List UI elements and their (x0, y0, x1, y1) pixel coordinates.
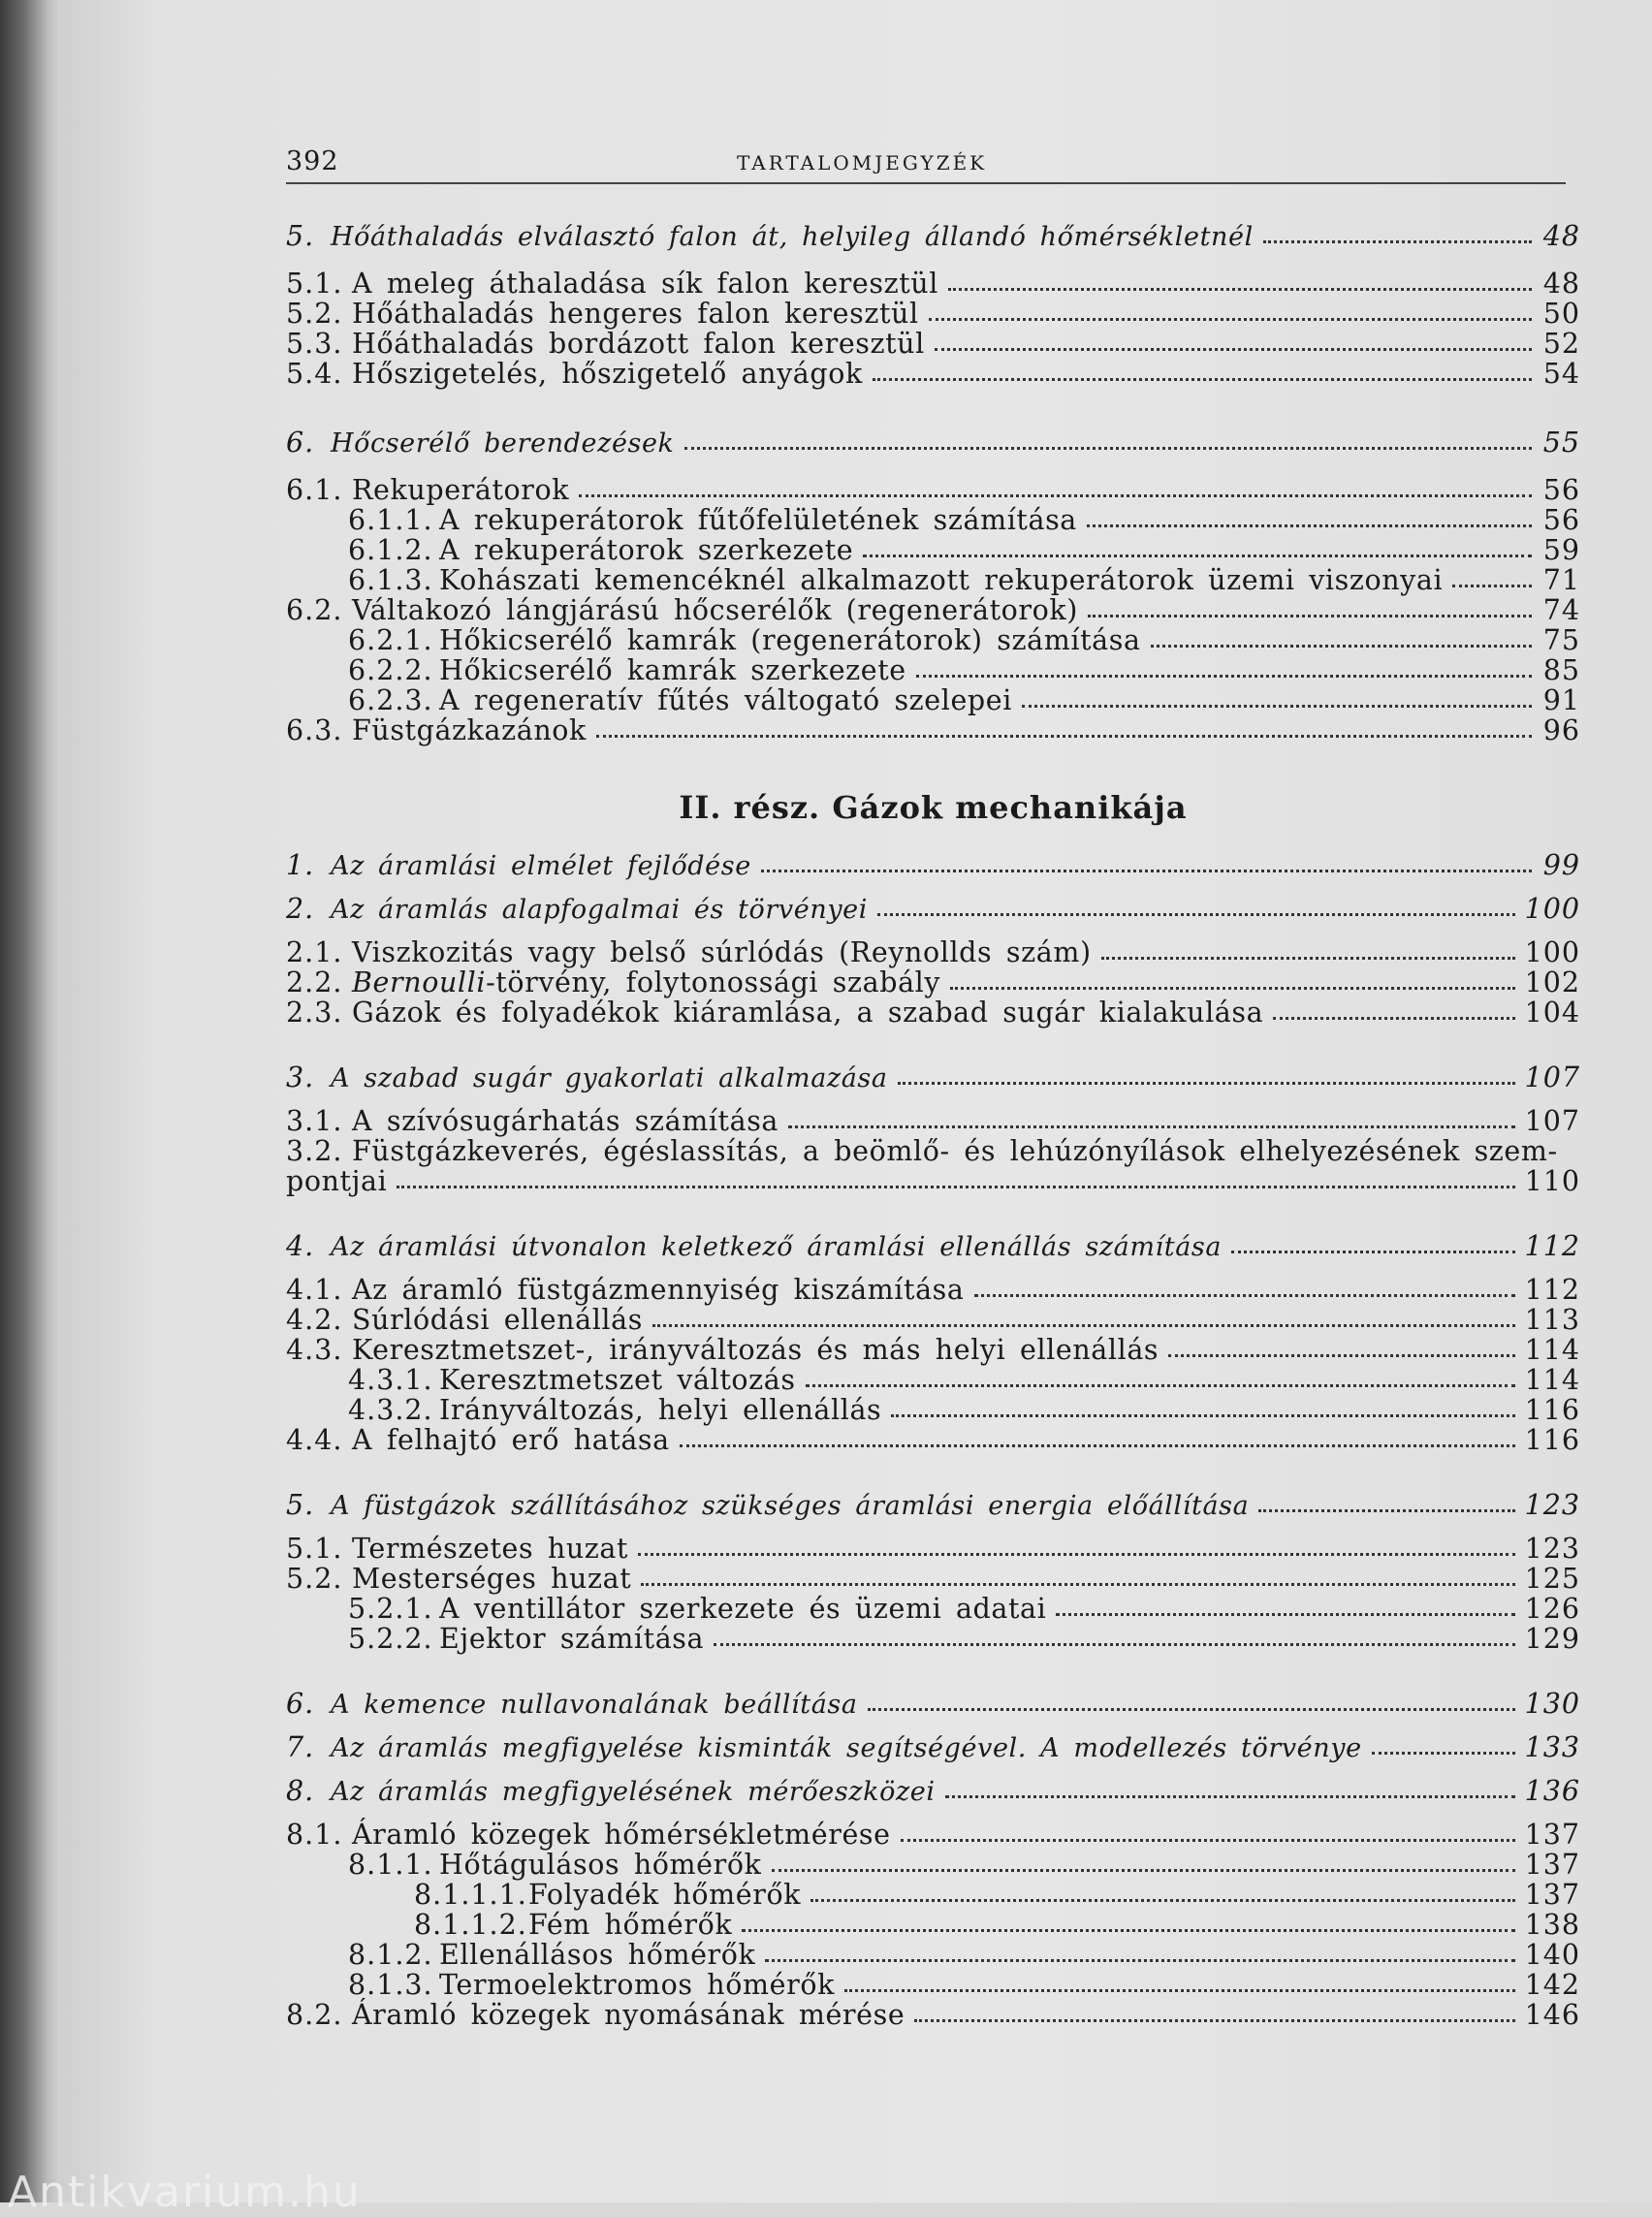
entry-number: 5.4. (286, 358, 343, 390)
entry-page: 55 (1542, 427, 1580, 459)
dot-leader (891, 1407, 1514, 1417)
entry-number: 6.2.3. (348, 684, 433, 716)
toc-entry[interactable] (286, 221, 1580, 251)
toc-entry[interactable] (286, 1425, 1580, 1455)
entry-number: 5. (286, 1489, 315, 1521)
dot-leader (761, 862, 1532, 872)
entry-title-name: Bernoulli (352, 966, 487, 998)
dot-leader (788, 1118, 1515, 1128)
entry-title: Hőkicserélő kamrák szerkezete (439, 654, 906, 686)
entry-number: 4.4. (286, 1424, 343, 1456)
entry-title: Váltakozó lángjárású hőcserélők (regenerátorok) (352, 594, 1078, 626)
running-title: TARTALOMJEGYZÉK (737, 151, 988, 174)
entry-number: 5.1. (286, 268, 343, 300)
toc-entry-continuation[interactable] (286, 1166, 1580, 1196)
entry-title: Természetes huzat (352, 1533, 629, 1565)
entry-page: 126 (1524, 1593, 1580, 1625)
dot-leader (914, 2011, 1514, 2022)
entry-title: Hőtágulásos hőmérők (439, 1849, 762, 1881)
toc-entry[interactable] (286, 1275, 1580, 1305)
dot-leader (1258, 1502, 1514, 1512)
toc-part1-section (286, 221, 1580, 771)
entry-page: 107 (1524, 1061, 1580, 1093)
entry-page: 142 (1524, 1969, 1580, 2001)
dot-leader (948, 280, 1532, 291)
dot-leader (765, 1951, 1514, 1962)
toc-entry[interactable] (286, 1395, 1580, 1425)
entry-title: Ejektor számítása (439, 1623, 705, 1655)
entry-number: 4.3.1. (348, 1364, 433, 1396)
toc-entry[interactable] (286, 475, 1580, 505)
dot-leader (877, 905, 1515, 916)
entry-title: Az áramlási elmélet fejlődése (331, 851, 751, 881)
entry-number: 2.1. (286, 936, 343, 968)
entry-number: 6.2.2. (348, 654, 433, 686)
entry-title: Az áramlás megfigyelésének mérőeszközei (331, 1777, 936, 1807)
page-header (286, 143, 1566, 184)
entry-page: 130 (1524, 1688, 1580, 1720)
entry-page: 48 (1542, 268, 1580, 300)
toc-entry[interactable] (286, 1910, 1580, 1940)
entry-page: 104 (1524, 997, 1580, 1029)
entry-number: 4.2. (286, 1304, 343, 1336)
entry-title: Füstgázkeverés, égéslassítás, a beömlő- és lehúzónyílások elhelyezésének szem- (352, 1135, 1558, 1167)
entry-title: Hőáthaladás elválasztó falon át, helyileg állandó hőmérsékletnél (331, 222, 1254, 252)
entry-page: 59 (1542, 534, 1580, 566)
table-of-contents (286, 221, 1580, 2030)
entry-title: Áramló közegek nyomásának mérése (352, 1999, 905, 2031)
entry-page: 113 (1524, 1304, 1580, 1336)
entry-page: 137 (1524, 1819, 1580, 1851)
entry-page: 56 (1542, 504, 1580, 536)
toc-entry[interactable] (286, 850, 1580, 880)
entry-page: 50 (1542, 298, 1580, 330)
entry-title: Az áramlási útvonalon keletkező áramlási ellenállás számítása (331, 1232, 1223, 1262)
dot-leader (579, 487, 1532, 497)
entry-number: 8.1.1.1. (414, 1879, 527, 1911)
entry-title: Ellenállásos hőmérők (439, 1939, 756, 1971)
entry-title: Termoelektromos hőmérők (439, 1969, 835, 2001)
dot-leader (1263, 233, 1532, 243)
entry-title: Folyadék hőmérők (528, 1879, 802, 1911)
toc-entry[interactable] (286, 1305, 1580, 1335)
entry-page: 107 (1524, 1105, 1580, 1137)
dot-leader (929, 310, 1532, 321)
entry-number: 6.2. (286, 594, 343, 626)
dot-leader (974, 1286, 1515, 1297)
toc-entry[interactable] (286, 329, 1580, 359)
toc-entry[interactable] (286, 967, 1580, 998)
entry-page: 100 (1524, 893, 1580, 925)
entry-page: 91 (1542, 684, 1580, 716)
toc-entry[interactable] (286, 1820, 1580, 1850)
entry-number: 8.1.1.2. (414, 1909, 527, 1941)
entry-page: 136 (1524, 1775, 1580, 1807)
entry-page: 75 (1542, 624, 1580, 656)
entry-number: 3.2. (286, 1135, 343, 1167)
dot-leader (1088, 607, 1532, 618)
dot-leader (641, 1575, 1514, 1586)
toc-entry[interactable] (286, 1689, 1580, 1719)
dot-leader (638, 1545, 1515, 1556)
dot-leader (901, 1831, 1515, 1842)
dot-leader (1151, 637, 1532, 648)
toc-entry[interactable] (286, 1940, 1580, 1970)
toc-entry[interactable] (286, 1136, 1580, 1166)
entry-page: 52 (1542, 328, 1580, 360)
dot-leader (1087, 517, 1532, 527)
entry-number: 5.2. (286, 1563, 343, 1595)
entry-number: 6.3. (286, 714, 343, 746)
toc-entry[interactable] (286, 1880, 1580, 1910)
entry-number: 2.3. (286, 997, 343, 1029)
entry-page: 102 (1524, 966, 1580, 998)
entry-title: Viszkozitás vagy belső súrlódás (Reynollds szám) (352, 936, 1092, 968)
dot-leader (898, 1074, 1515, 1085)
toc-entry[interactable] (286, 715, 1580, 745)
dot-leader (945, 1788, 1515, 1798)
entry-number: 3.1. (286, 1105, 343, 1137)
entry-page: 114 (1524, 1364, 1580, 1396)
entry-title: Kohászati kemencéknél alkalmazott rekuperátorok üzemi viszonyai (439, 564, 1444, 596)
dot-leader (935, 340, 1532, 351)
dot-leader (596, 727, 1532, 738)
entry-title: Az áramló füstgázmennyiség kiszámítása (352, 1274, 965, 1306)
entry-title: Rekuperátorok (352, 474, 570, 506)
toc-entry[interactable] (286, 1970, 1580, 2000)
dot-leader (863, 547, 1532, 557)
toc-entry[interactable] (286, 359, 1580, 389)
entry-page: 114 (1524, 1334, 1580, 1366)
entry-title: Keresztmetszet-, irányváltozás és más helyi ellenállás (352, 1334, 1160, 1366)
entry-page: 112 (1524, 1274, 1580, 1306)
dot-leader (684, 439, 1532, 450)
entry-page: 116 (1524, 1394, 1580, 1426)
entry-page: 123 (1524, 1489, 1580, 1521)
dot-leader (868, 1700, 1515, 1711)
entry-number: 5.2.2. (348, 1623, 433, 1655)
toc-entry[interactable] (286, 505, 1580, 535)
entry-page: 54 (1542, 358, 1580, 390)
entry-number: 5.3. (286, 328, 343, 360)
toc-entry[interactable] (286, 535, 1580, 565)
entry-number: 6.1.1. (348, 504, 433, 536)
toc-entry[interactable] (286, 269, 1580, 299)
entry-title: Fém hőmérők (528, 1909, 733, 1941)
entry-title: A meleg áthaladása sík falon keresztül (352, 268, 938, 300)
entry-title: A rekuperátorok szerkezete (439, 534, 854, 566)
entry-number: 5.2. (286, 298, 343, 330)
entry-number: 1. (286, 849, 315, 881)
entry-title: Keresztmetszet változás (439, 1364, 796, 1396)
entry-title-rest: -törvény, folytonossági szabály (486, 966, 941, 998)
entry-number: 6.1.3. (348, 564, 433, 596)
entry-page: 146 (1524, 1999, 1580, 2031)
entry-number: 4.1. (286, 1274, 343, 1306)
entry-number: 8.2. (286, 1999, 343, 2031)
toc-entry[interactable] (286, 1564, 1580, 1594)
entry-page: 85 (1542, 654, 1580, 686)
entry-title: A szívósugárhatás számítása (352, 1105, 779, 1137)
toc-part2-section (286, 837, 1580, 2030)
entry-number: 4.3. (286, 1334, 343, 1366)
entry-title: pontjai (286, 1165, 388, 1197)
entry-title: Hőszigetelés, hőszigetelő anyágok (352, 358, 863, 390)
entry-title: Áramló közegek hőmérsékletmérése (352, 1819, 891, 1851)
entry-title: A felhajtó erő hatása (352, 1424, 670, 1456)
entry-page: 125 (1524, 1563, 1580, 1595)
entry-page: 137 (1524, 1879, 1580, 1911)
dot-leader (1022, 697, 1532, 708)
entry-number: 8.1. (286, 1819, 343, 1851)
toc-entry[interactable] (286, 1534, 1580, 1564)
entry-title: Az áramlás alapfogalmai és törvényei (331, 895, 868, 925)
toc-entry[interactable] (286, 655, 1580, 685)
toc-entry[interactable] (286, 1594, 1580, 1624)
toc-entry[interactable] (286, 1365, 1580, 1395)
entry-number: 8.1.1. (348, 1849, 433, 1881)
dot-leader (873, 370, 1532, 381)
dot-leader (1452, 577, 1532, 587)
toc-entry[interactable] (286, 937, 1580, 967)
entry-title (352, 967, 940, 998)
dot-leader (844, 1981, 1515, 1992)
entry-number: 3. (286, 1061, 315, 1093)
entry-title: Füstgázkazánok (352, 714, 587, 746)
dot-leader (652, 1316, 1515, 1327)
dot-leader (680, 1437, 1515, 1447)
entry-title: A kemence nullavonalának beállítása (331, 1690, 858, 1720)
dot-leader (1231, 1243, 1515, 1253)
entry-number: 5. (286, 220, 315, 252)
entry-page: 96 (1542, 714, 1580, 746)
entry-number: 5.2.1. (348, 1593, 433, 1625)
entry-page: 112 (1524, 1230, 1580, 1262)
part-heading: II. rész. Gázok mechanikája (679, 789, 1188, 826)
entry-number: 2.2. (286, 966, 343, 998)
toc-entry[interactable] (286, 1624, 1580, 1654)
toc-entry[interactable] (286, 894, 1580, 924)
entry-title: A ventillátor szerkezete és üzemi adatai (439, 1593, 1047, 1625)
toc-entry[interactable] (286, 565, 1580, 595)
dot-leader (1056, 1605, 1514, 1616)
entry-page: 74 (1542, 594, 1580, 626)
dot-leader (772, 1861, 1515, 1872)
entry-number: 4. (286, 1230, 315, 1262)
entry-page: 110 (1524, 1165, 1580, 1197)
dot-leader (1273, 1009, 1514, 1020)
entry-page: 99 (1542, 849, 1580, 881)
toc-entry[interactable] (286, 1732, 1580, 1762)
entry-page: 137 (1524, 1849, 1580, 1881)
entry-title: A regeneratív fűtés váltogató szelepei (439, 684, 1012, 716)
dot-leader (397, 1178, 1514, 1188)
entry-number: 6. (286, 427, 315, 459)
toc-entry[interactable] (286, 998, 1580, 1028)
entry-title: Gázok és folyadékok kiáramlása, a szabad sugár kialakulása (352, 997, 1264, 1029)
dot-leader (950, 979, 1515, 990)
entry-page: 129 (1524, 1623, 1580, 1655)
entry-page: 138 (1524, 1909, 1580, 1941)
toc-entry[interactable] (286, 1062, 1580, 1093)
dot-leader (1101, 949, 1515, 960)
toc-entry[interactable] (286, 1106, 1580, 1136)
entry-number: 4.3.2. (348, 1394, 433, 1426)
entry-number: 8.1.2. (348, 1939, 433, 1971)
entry-page: 100 (1524, 936, 1580, 968)
entry-number: 6.1. (286, 474, 343, 506)
entry-page: 133 (1524, 1731, 1580, 1763)
entry-title: Súrlódási ellenállás (352, 1304, 643, 1336)
toc-entry[interactable] (286, 1850, 1580, 1880)
entry-title: Hőáthaladás bordázott falon keresztül (352, 328, 925, 360)
toc-entry[interactable] (286, 428, 1580, 458)
toc-entry[interactable] (286, 1231, 1580, 1261)
dot-leader (806, 1377, 1515, 1387)
toc-entry[interactable] (286, 1335, 1580, 1365)
toc-entry[interactable] (286, 595, 1580, 625)
entry-page: 140 (1524, 1939, 1580, 1971)
dot-leader (810, 1891, 1515, 1902)
book-spine-shadow (0, 0, 60, 2202)
entry-number: 8. (286, 1775, 315, 1807)
toc-entry[interactable] (286, 1490, 1580, 1520)
entry-title: Hőáthaladás hengeres falon keresztül (352, 298, 919, 330)
entry-number: 6.2.1. (348, 624, 433, 656)
entry-number: 5.1. (286, 1533, 343, 1565)
entry-page: 48 (1542, 220, 1580, 252)
entry-number: 2. (286, 893, 315, 925)
entry-page: 123 (1524, 1533, 1580, 1565)
entry-page: 116 (1524, 1424, 1580, 1456)
entry-title: Irányváltozás, helyi ellenállás (439, 1394, 882, 1426)
entry-title: Hőkicserélő kamrák (regenerátorok) számítása (439, 624, 1141, 656)
dot-leader (916, 667, 1532, 678)
entry-title: Hőcserélő berendezések (331, 428, 675, 459)
watermark: Antikvarium.hu (8, 2168, 362, 2217)
toc-entry[interactable] (286, 625, 1580, 655)
entry-number: 8.1.3. (348, 1969, 433, 2001)
dot-leader (714, 1635, 1514, 1646)
dot-leader (1372, 1744, 1515, 1755)
toc-entry[interactable] (286, 685, 1580, 715)
entry-number: 6.1.2. (348, 534, 433, 566)
entry-title: Mesterséges huzat (352, 1563, 632, 1595)
page-number: 392 (286, 146, 339, 176)
dot-leader (1168, 1346, 1514, 1357)
entry-title: A füstgázok szállításához szükséges áramlási energia előállítása (331, 1491, 1250, 1521)
dot-leader (742, 1921, 1514, 1932)
entry-page: 56 (1542, 474, 1580, 506)
entry-title: A szabad sugár gyakorlati alkalmazása (331, 1063, 888, 1093)
entry-title: Az áramlás megfigyelése kisminták segítségével. A modellezés törvénye (331, 1733, 1362, 1763)
toc-entry[interactable] (286, 2000, 1580, 2030)
toc-entry[interactable] (286, 1776, 1580, 1806)
entry-title: A rekuperátorok fűtőfelületének számítása (439, 504, 1077, 536)
entry-number: 6. (286, 1688, 315, 1720)
entry-page: 71 (1542, 564, 1580, 596)
toc-entry[interactable] (286, 299, 1580, 329)
entry-number: 7. (286, 1731, 315, 1763)
